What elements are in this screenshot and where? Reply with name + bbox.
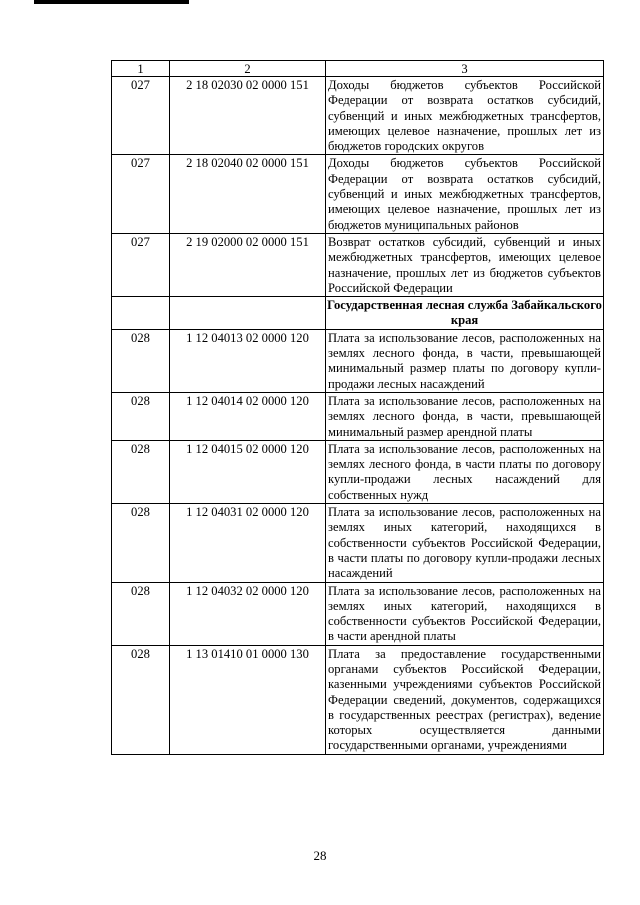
- table-header-row: [112, 61, 604, 77]
- budget-code-cell: 1 12 04013 02 0000 120: [170, 329, 326, 392]
- table-row: [112, 392, 604, 440]
- table-row: [112, 645, 604, 754]
- admin-code-cell: 028: [112, 440, 170, 503]
- table-row: [112, 504, 604, 582]
- description-cell: Плата за предоставление государственными органами субъектов Российской Федерации, казенными учреждениями субъектов Российской Федерации сведений, документов, содержащихся в государственных реестрах (регистрах), ведение которых осуществляется данными государственными органами, учреждениями: [326, 645, 604, 754]
- budget-code-cell: 1 12 04015 02 0000 120: [170, 440, 326, 503]
- table-row: [112, 582, 604, 645]
- description-cell: Плата за использование лесов, расположенных на землях лесного фонда, в части платы по договору купли-продажи лесных насаждений для собственных нужд: [326, 440, 604, 503]
- page-number: 28: [313, 848, 327, 863]
- admin-code-cell: 028: [112, 329, 170, 392]
- empty-cell: [112, 297, 170, 330]
- admin-code-cell: 027: [112, 155, 170, 233]
- description-cell: Плата за использование лесов, расположенных на землях иных категорий, находящихся в собственности субъектов Российской Федерации, в части платы по договору купли-продажи лесных насаждений: [326, 504, 604, 582]
- section-title: Государственная лесная служба Забайкальского края: [327, 298, 602, 328]
- admin-code-cell: 028: [112, 392, 170, 440]
- description-cell: Плата за использование лесов, расположенных на землях иных категорий, находящихся в собственности субъектов Российской Федерации, в части арендной платы: [326, 582, 604, 645]
- section-header-row: [112, 297, 604, 330]
- revenue-codes-table: [111, 60, 604, 755]
- budget-code-cell: 1 13 01410 01 0000 130: [170, 645, 326, 754]
- empty-cell: [170, 297, 326, 330]
- admin-code-cell: 028: [112, 582, 170, 645]
- table-row: [112, 77, 604, 155]
- admin-code-cell: 027: [112, 77, 170, 155]
- budget-code-cell: 2 18 02040 02 0000 151: [170, 155, 326, 233]
- admin-code-cell: 028: [112, 504, 170, 582]
- description-cell: Плата за использование лесов, расположенных на землях лесного фонда, в части, превышающей минимальный размер платы по договору купли-продажи лесных насаждений: [326, 329, 604, 392]
- description-cell: Доходы бюджетов субъектов Российской Федерации от возврата остатков субсидий, субвенций и иных межбюджетных трансфертов, имеющих целевое назначение, прошлых лет из бюджетов городских округов: [326, 77, 604, 155]
- budget-code-cell: 1 12 04031 02 0000 120: [170, 504, 326, 582]
- budget-code-cell: 2 18 02030 02 0000 151: [170, 77, 326, 155]
- admin-code-cell: 027: [112, 233, 170, 296]
- header-col-2: 2: [170, 61, 326, 77]
- description-cell: Доходы бюджетов субъектов Российской Федерации от возврата остатков субсидий, субвенций и иных межбюджетных трансфертов, имеющих целевое назначение, прошлых лет из бюджетов муниципальных районов: [326, 155, 604, 233]
- table-row: [112, 233, 604, 296]
- table-row: [112, 329, 604, 392]
- table-row: [112, 155, 604, 233]
- budget-code-cell: 1 12 04014 02 0000 120: [170, 392, 326, 440]
- top-rule: [34, 0, 189, 4]
- header-col-1: 1: [112, 61, 170, 77]
- budget-code-cell: 1 12 04032 02 0000 120: [170, 582, 326, 645]
- admin-code-cell: 028: [112, 645, 170, 754]
- table-row: [112, 440, 604, 503]
- description-cell: Возврат остатков субсидий, субвенций и иных межбюджетных трансфертов, имеющих целевое назначение, прошлых лет из бюджетов субъектов Российской Федерации: [326, 233, 604, 296]
- header-col-3: 3: [326, 61, 604, 77]
- description-cell: Плата за использование лесов, расположенных на землях лесного фонда, в части, превышающей минимальный размер арендной платы: [326, 392, 604, 440]
- budget-code-cell: 2 19 02000 02 0000 151: [170, 233, 326, 296]
